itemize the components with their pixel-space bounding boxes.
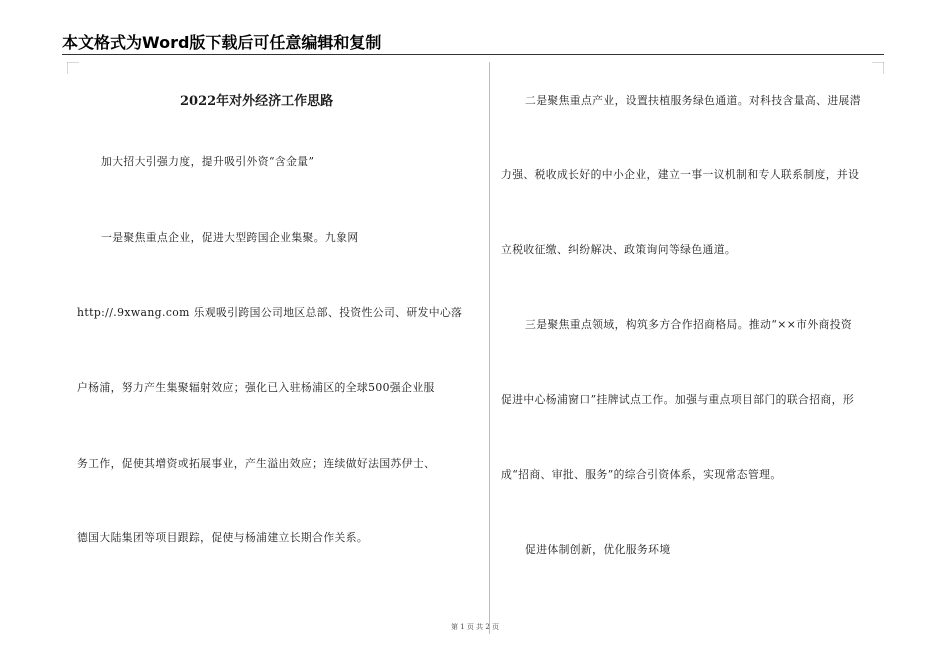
right-paragraph-line: 促进体制创新，优化服务环境 [525,543,671,556]
document-title: 2022年对外经济工作思路 [180,94,334,109]
right-paragraph-line: 立税收征缴、纠纷解决、政策询问等绿色通道。 [501,243,737,256]
left-paragraph-line: http://.9xwang.com 乐观吸引跨国公司地区总部、投资性公司、研发中心落 [77,306,463,319]
left-paragraph-line: 加大招大引强力度，提升吸引外资“含金量” [101,155,315,168]
crop-mark-top-right [872,62,884,74]
left-paragraph-line: 一是聚焦重点企业，促进大型跨国企业集聚。九象网 [101,231,359,244]
right-paragraph-line: 成“招商、审批、服务”的综合引资体系，实现常态管理。 [501,468,782,481]
right-paragraph-line: 促进中心杨浦窗口”挂牌试点工作。加强与重点项目部门的联合招商，形 [501,393,855,406]
right-paragraph-line: 三是聚焦重点领域，构筑多方合作招商格局。推动“××市外商投资 [525,318,853,331]
left-paragraph-line: 德国大陆集团等项目跟踪，促使与杨浦建立长期合作关系。 [77,531,369,544]
left-paragraph-line: 务工作，促使其增资或拓展事业，产生溢出效应；连续做好法国苏伊士、 [77,457,436,470]
crop-mark-top-left [67,62,79,74]
header-divider [62,54,884,55]
right-paragraph-line: 力强、税收成长好的中小企业，建立一事一议机制和专人联系制度，并设 [501,168,860,181]
right-paragraph-line: 二是聚焦重点产业，设置扶植服务绿色通道。对科技含量高、进展潜 [525,94,861,107]
page-number-footer: 第 1 页 共 2 页 [450,623,500,631]
column-divider [489,62,490,634]
left-paragraph-line: 户杨浦，努力产生集聚辐射效应；强化已入驻杨浦区的全球500强企业服 [77,381,435,394]
header-banner: 本文格式为Word版下载后可任意编辑和复制 [62,33,382,52]
